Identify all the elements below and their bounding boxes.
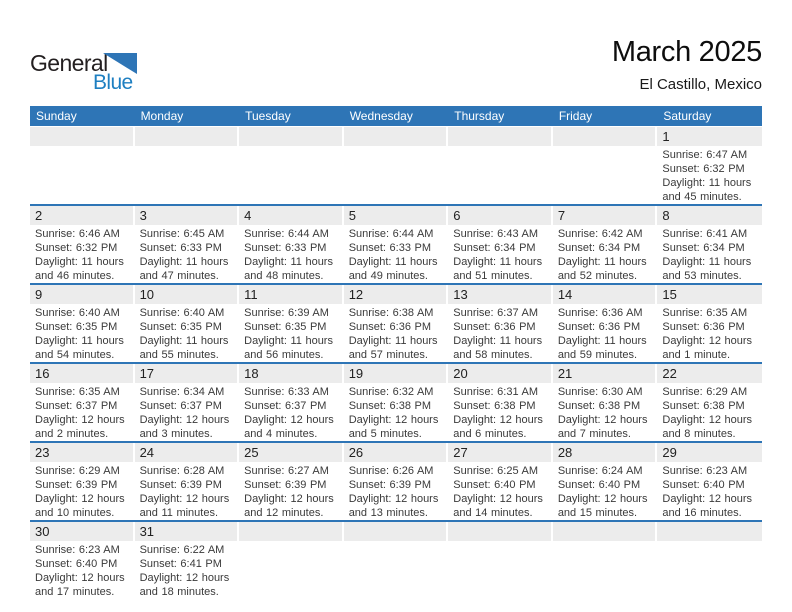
day-details — [135, 304, 240, 362]
daylight-text: Daylight: 11 hours and 49 minutes. — [348, 255, 438, 282]
sunset-text: Sunset: 6:33 PM — [348, 241, 432, 254]
daylight-text: Daylight: 11 hours and 51 minutes. — [453, 255, 543, 282]
sunset-text: Sunset: 6:32 PM — [662, 162, 745, 175]
month-calendar-grid — [30, 106, 762, 599]
day-details — [344, 304, 449, 362]
day-number-band — [239, 522, 342, 541]
day-details — [657, 383, 762, 441]
sunset-text: Sunset: 6:40 PM — [662, 478, 745, 491]
day-number: 13 — [453, 286, 468, 302]
daylight-text: Daylight: 11 hours and 48 minutes. — [244, 255, 333, 282]
empty-day-cell — [553, 126, 658, 205]
sunset-text: Sunset: 6:36 PM — [557, 320, 641, 333]
day-cell — [30, 284, 135, 363]
daylight-text: Daylight: 12 hours and 2 minutes. — [35, 413, 125, 440]
day-cell — [553, 284, 658, 363]
day-cell — [30, 363, 135, 442]
day-number-band — [344, 127, 447, 146]
day-details — [30, 383, 135, 441]
day-number-band — [553, 285, 656, 304]
day-details — [553, 541, 658, 543]
week-row — [30, 521, 762, 599]
day-number-band — [657, 285, 762, 304]
day-number-band — [30, 285, 133, 304]
day-number-band — [239, 364, 342, 383]
day-number-band — [448, 206, 551, 225]
daylight-text: Daylight: 12 hours and 18 minutes. — [139, 571, 230, 598]
sunset-text: Sunset: 6:33 PM — [139, 241, 222, 254]
empty-day-cell — [344, 521, 449, 599]
day-details — [657, 225, 762, 283]
daylight-text: Daylight: 12 hours and 14 minutes. — [453, 492, 543, 519]
day-cell — [657, 284, 762, 363]
sunset-text: Sunset: 6:34 PM — [557, 241, 641, 254]
sunrise-text: Sunrise: 6:23 AM — [662, 464, 748, 477]
day-number: 27 — [453, 444, 468, 460]
daylight-text: Daylight: 12 hours and 7 minutes. — [557, 413, 648, 440]
day-details — [239, 541, 344, 543]
day-details — [657, 304, 762, 362]
day-details — [553, 462, 658, 520]
day-number: 21 — [557, 365, 573, 381]
day-number: 31 — [139, 523, 155, 539]
week-row — [30, 126, 762, 205]
day-number-band — [553, 127, 656, 146]
day-details — [553, 225, 658, 283]
day-cell — [553, 442, 658, 521]
day-number: 28 — [557, 444, 573, 460]
sunrise-text: Sunrise: 6:34 AM — [139, 385, 225, 398]
daylight-text: Daylight: 11 hours and 55 minutes. — [139, 334, 229, 361]
daylight-text: Daylight: 11 hours and 45 minutes. — [662, 176, 752, 203]
sunrise-text: Sunrise: 6:35 AM — [35, 385, 120, 398]
day-details — [135, 146, 240, 148]
daylight-text: Daylight: 11 hours and 52 minutes. — [557, 255, 647, 282]
sunset-text: Sunset: 6:32 PM — [35, 241, 118, 254]
day-details — [239, 225, 344, 283]
daylight-text: Daylight: 12 hours and 16 minutes. — [662, 492, 753, 519]
day-number-band — [553, 443, 656, 462]
sunset-text: Sunset: 6:38 PM — [348, 399, 432, 412]
sunrise-text: Sunrise: 6:45 AM — [139, 227, 225, 240]
day-number: 14 — [557, 286, 573, 302]
day-details — [30, 541, 135, 599]
daylight-text: Daylight: 12 hours and 12 minutes. — [244, 492, 334, 519]
day-cell — [657, 126, 762, 205]
day-details — [239, 462, 344, 520]
daylight-text: Daylight: 12 hours and 10 minutes. — [35, 492, 125, 519]
day-number-band — [239, 127, 342, 146]
sunrise-text: Sunrise: 6:46 AM — [35, 227, 120, 240]
day-details — [344, 146, 449, 148]
day-details — [553, 383, 658, 441]
day-details — [553, 304, 658, 362]
day-number-band — [135, 127, 238, 146]
day-number-band — [448, 285, 551, 304]
sunrise-text: Sunrise: 6:38 AM — [348, 306, 434, 319]
daylight-text: Daylight: 12 hours and 17 minutes. — [35, 571, 125, 598]
sunrise-text: Sunrise: 6:24 AM — [557, 464, 643, 477]
day-number-band — [239, 443, 342, 462]
day-number: 17 — [139, 365, 155, 381]
day-number: 1 — [662, 128, 670, 144]
day-number: 25 — [244, 444, 259, 460]
day-details — [448, 225, 553, 283]
sunrise-text: Sunrise: 6:41 AM — [662, 227, 748, 240]
sunset-text: Sunset: 6:40 PM — [453, 478, 536, 491]
day-number: 26 — [348, 444, 364, 460]
general-blue-logo — [30, 50, 180, 100]
sunset-text: Sunset: 6:36 PM — [348, 320, 432, 333]
day-cell — [553, 363, 658, 442]
day-cell — [448, 284, 553, 363]
day-details — [553, 146, 658, 148]
empty-day-cell — [448, 126, 553, 205]
day-details — [657, 146, 762, 204]
sunset-text: Sunset: 6:34 PM — [453, 241, 536, 254]
sunrise-text: Sunrise: 6:35 AM — [662, 306, 748, 319]
day-cell — [344, 442, 449, 521]
weekday-header-wednesday: Wednesday — [344, 106, 449, 126]
day-cell — [344, 205, 449, 284]
sunrise-text: Sunrise: 6:36 AM — [557, 306, 643, 319]
daylight-text: Daylight: 11 hours and 57 minutes. — [348, 334, 438, 361]
day-details — [657, 541, 762, 543]
daylight-text: Daylight: 11 hours and 53 minutes. — [662, 255, 752, 282]
day-number-band — [553, 364, 656, 383]
day-number: 19 — [348, 365, 364, 381]
day-cell — [239, 284, 344, 363]
daylight-text: Daylight: 12 hours and 1 minute. — [662, 334, 753, 361]
day-number: 24 — [139, 444, 155, 460]
day-cell — [657, 363, 762, 442]
week-row — [30, 363, 762, 442]
sunset-text: Sunset: 6:39 PM — [35, 478, 118, 491]
sunset-text: Sunset: 6:34 PM — [662, 241, 745, 254]
day-number-band — [135, 522, 238, 541]
daylight-text: Daylight: 11 hours and 59 minutes. — [557, 334, 647, 361]
day-number-band — [657, 206, 762, 225]
sunrise-text: Sunrise: 6:44 AM — [244, 227, 329, 240]
weekday-header-sunday: Sunday — [30, 106, 135, 126]
day-number: 4 — [244, 207, 252, 223]
sunrise-text: Sunrise: 6:28 AM — [139, 464, 225, 477]
daylight-text: Daylight: 12 hours and 4 minutes. — [244, 413, 334, 440]
sunrise-text: Sunrise: 6:31 AM — [453, 385, 539, 398]
day-number: 11 — [244, 286, 258, 302]
sunrise-text: Sunrise: 6:37 AM — [453, 306, 539, 319]
header-titles — [340, 36, 762, 93]
day-cell — [135, 205, 240, 284]
day-number-band — [657, 522, 762, 541]
day-cell — [135, 284, 240, 363]
day-number-band — [30, 127, 133, 146]
day-cell — [448, 205, 553, 284]
sunrise-text: Sunrise: 6:27 AM — [244, 464, 329, 477]
sunset-text: Sunset: 6:39 PM — [139, 478, 222, 491]
sunset-text: Sunset: 6:37 PM — [35, 399, 118, 412]
location-subtitle: El Castillo, Mexico — [639, 76, 762, 93]
week-row — [30, 442, 762, 521]
sunrise-text: Sunrise: 6:22 AM — [139, 543, 225, 556]
month-title: March 2025 — [611, 36, 762, 68]
day-number-band — [344, 443, 447, 462]
day-number-band — [448, 127, 551, 146]
day-details — [30, 462, 135, 520]
day-cell — [30, 521, 135, 599]
day-number: 16 — [35, 365, 50, 381]
daylight-text: Daylight: 12 hours and 13 minutes. — [348, 492, 439, 519]
day-cell — [553, 205, 658, 284]
day-number-band — [135, 285, 238, 304]
weekday-header-monday: Monday — [135, 106, 240, 126]
day-number-band — [239, 285, 342, 304]
day-number-band — [239, 206, 342, 225]
day-details — [344, 383, 449, 441]
day-number: 10 — [139, 286, 155, 302]
sunset-text: Sunset: 6:35 PM — [35, 320, 118, 333]
day-number: 8 — [662, 207, 670, 223]
day-number-band — [657, 443, 762, 462]
day-number: 2 — [35, 207, 43, 223]
empty-day-cell — [239, 126, 344, 205]
day-number: 30 — [35, 523, 50, 539]
day-number: 6 — [453, 207, 461, 223]
day-cell — [448, 363, 553, 442]
day-number-band — [553, 522, 656, 541]
sunrise-text: Sunrise: 6:44 AM — [348, 227, 434, 240]
sunset-text: Sunset: 6:37 PM — [139, 399, 222, 412]
sunrise-text: Sunrise: 6:47 AM — [662, 148, 748, 161]
sunset-text: Sunset: 6:36 PM — [453, 320, 536, 333]
weekday-header-tuesday: Tuesday — [239, 106, 344, 126]
day-details — [239, 304, 344, 362]
week-row — [30, 284, 762, 363]
sunrise-text: Sunrise: 6:39 AM — [244, 306, 329, 319]
empty-day-cell — [239, 521, 344, 599]
day-details — [239, 146, 344, 148]
day-number-band — [135, 364, 238, 383]
day-details — [448, 304, 553, 362]
day-number-band — [30, 364, 133, 383]
day-number-band — [30, 443, 133, 462]
sunrise-text: Sunrise: 6:26 AM — [348, 464, 434, 477]
daylight-text: Daylight: 12 hours and 5 minutes. — [348, 413, 439, 440]
day-number-band — [344, 285, 447, 304]
day-details — [239, 383, 344, 441]
day-details — [448, 383, 553, 441]
day-details — [135, 383, 240, 441]
day-details — [657, 462, 762, 520]
sunrise-text: Sunrise: 6:33 AM — [244, 385, 329, 398]
daylight-text: Daylight: 11 hours and 58 minutes. — [453, 334, 543, 361]
daylight-text: Daylight: 11 hours and 47 minutes. — [139, 255, 229, 282]
day-number-band — [553, 206, 656, 225]
sunset-text: Sunset: 6:39 PM — [244, 478, 327, 491]
empty-day-cell — [657, 521, 762, 599]
day-cell — [657, 205, 762, 284]
daylight-text: Daylight: 12 hours and 8 minutes. — [662, 413, 753, 440]
day-details — [344, 462, 449, 520]
day-number-band — [135, 443, 238, 462]
day-cell — [30, 442, 135, 521]
day-number: 3 — [139, 207, 147, 223]
logo-text-general: General — [30, 50, 108, 76]
day-number: 7 — [557, 207, 566, 223]
sunset-text: Sunset: 6:40 PM — [557, 478, 641, 491]
day-number: 22 — [662, 365, 677, 381]
day-number: 18 — [244, 365, 259, 381]
day-number: 12 — [348, 286, 364, 302]
day-number: 23 — [35, 444, 50, 460]
day-cell — [239, 205, 344, 284]
day-number-band — [448, 522, 551, 541]
weekday-header-saturday: Saturday — [657, 106, 762, 126]
day-cell — [344, 363, 449, 442]
day-number-band — [448, 443, 551, 462]
sunset-text: Sunset: 6:40 PM — [35, 557, 118, 570]
empty-day-cell — [553, 521, 658, 599]
weekday-row — [30, 106, 762, 126]
daylight-text: Daylight: 12 hours and 6 minutes. — [453, 413, 543, 440]
day-number-band — [657, 127, 762, 146]
daylight-text: Daylight: 12 hours and 15 minutes. — [557, 492, 648, 519]
sunrise-text: Sunrise: 6:23 AM — [35, 543, 120, 556]
day-number: 9 — [35, 286, 43, 302]
day-cell — [657, 442, 762, 521]
day-number-band — [657, 364, 762, 383]
day-details — [448, 146, 553, 148]
sunset-text: Sunset: 6:36 PM — [662, 320, 745, 333]
day-number: 20 — [453, 365, 468, 381]
sunrise-text: Sunrise: 6:25 AM — [453, 464, 539, 477]
sunrise-text: Sunrise: 6:42 AM — [557, 227, 643, 240]
sunrise-text: Sunrise: 6:40 AM — [35, 306, 120, 319]
day-cell — [344, 284, 449, 363]
sunrise-text: Sunrise: 6:30 AM — [557, 385, 643, 398]
day-number: 29 — [662, 444, 677, 460]
sunset-text: Sunset: 6:39 PM — [348, 478, 432, 491]
sunrise-text: Sunrise: 6:40 AM — [139, 306, 225, 319]
empty-day-cell — [448, 521, 553, 599]
sunset-text: Sunset: 6:38 PM — [557, 399, 641, 412]
day-cell — [448, 442, 553, 521]
day-details — [30, 146, 135, 148]
sunrise-text: Sunrise: 6:29 AM — [35, 464, 120, 477]
day-cell — [239, 442, 344, 521]
day-details — [135, 462, 240, 520]
day-cell — [239, 363, 344, 442]
day-number-band — [448, 364, 551, 383]
day-number-band — [30, 522, 133, 541]
sunset-text: Sunset: 6:37 PM — [244, 399, 327, 412]
sunset-text: Sunset: 6:38 PM — [453, 399, 536, 412]
sunset-text: Sunset: 6:38 PM — [662, 399, 745, 412]
sunset-text: Sunset: 6:35 PM — [244, 320, 327, 333]
day-number-band — [344, 522, 447, 541]
daylight-text: Daylight: 11 hours and 54 minutes. — [35, 334, 124, 361]
day-cell — [135, 442, 240, 521]
weekday-header-friday: Friday — [553, 106, 658, 126]
daylight-text: Daylight: 11 hours and 46 minutes. — [35, 255, 124, 282]
day-cell — [135, 521, 240, 599]
day-number-band — [344, 206, 447, 225]
day-details — [344, 225, 449, 283]
day-number-band — [30, 206, 133, 225]
day-details — [448, 541, 553, 543]
daylight-text: Daylight: 12 hours and 11 minutes. — [139, 492, 230, 519]
day-number-band — [344, 364, 447, 383]
day-cell — [30, 205, 135, 284]
day-details — [30, 304, 135, 362]
daylight-text: Daylight: 12 hours and 3 minutes. — [139, 413, 230, 440]
day-details — [30, 225, 135, 283]
empty-day-cell — [30, 126, 135, 205]
day-number: 5 — [348, 207, 356, 223]
sunset-text: Sunset: 6:35 PM — [139, 320, 222, 333]
sunrise-text: Sunrise: 6:43 AM — [453, 227, 539, 240]
daylight-text: Daylight: 11 hours and 56 minutes. — [244, 334, 333, 361]
sunrise-text: Sunrise: 6:29 AM — [662, 385, 748, 398]
weekday-header-thursday: Thursday — [448, 106, 553, 126]
day-cell — [135, 363, 240, 442]
day-details — [135, 225, 240, 283]
day-details — [344, 541, 449, 543]
sunset-text: Sunset: 6:41 PM — [139, 557, 222, 570]
day-details — [448, 462, 553, 520]
sunrise-text: Sunrise: 6:32 AM — [348, 385, 434, 398]
day-number-band — [135, 206, 238, 225]
empty-day-cell — [135, 126, 240, 205]
day-details — [135, 541, 240, 599]
week-row — [30, 205, 762, 284]
logo-text-blue: Blue — [93, 71, 133, 94]
day-number: 15 — [662, 286, 677, 302]
sunset-text: Sunset: 6:33 PM — [244, 241, 327, 254]
empty-day-cell — [344, 126, 449, 205]
